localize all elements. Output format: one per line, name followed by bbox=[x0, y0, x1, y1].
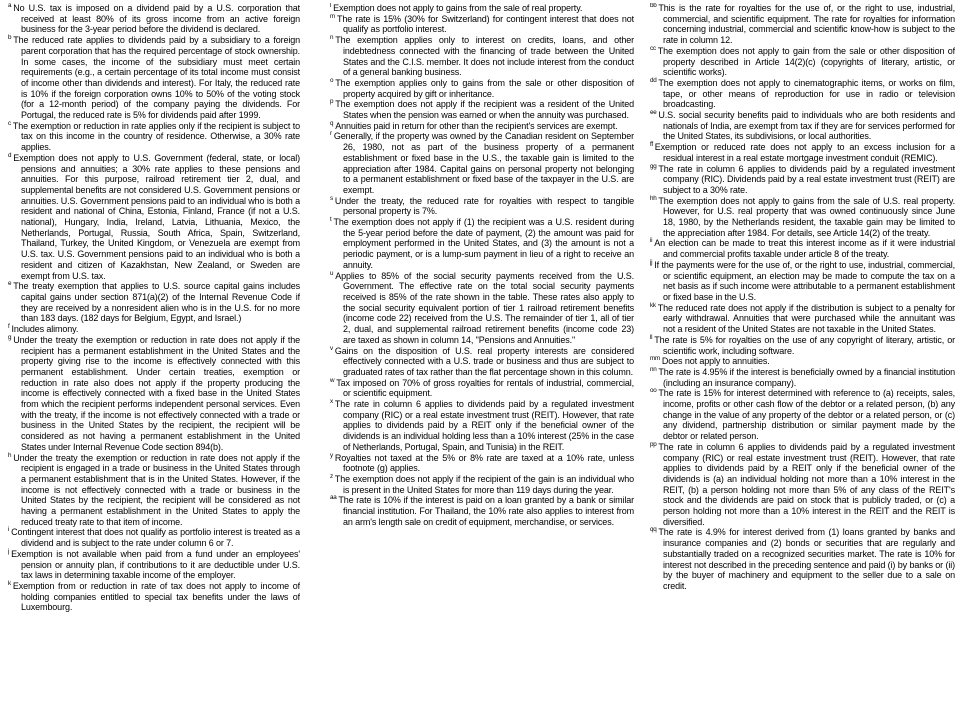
footnote-item bbox=[330, 399, 634, 453]
footnote-marker: l bbox=[330, 3, 332, 9]
footnote-item bbox=[8, 3, 300, 35]
footnote-marker: x bbox=[330, 398, 333, 406]
footnote-item bbox=[650, 3, 955, 46]
footnote-marker: ll bbox=[650, 333, 653, 341]
footnote-marker: i bbox=[8, 526, 10, 534]
footnote-item bbox=[650, 367, 955, 388]
footnote-marker: mm bbox=[650, 355, 660, 363]
footnote-marker: n bbox=[330, 34, 334, 42]
footnote-text: Exemption or reduced rate does not apply to an excess inclusion for a residual interest in a real estate mortgage investment conduit (REMIC). bbox=[654, 142, 955, 163]
footnote-item bbox=[650, 442, 955, 528]
footnote-text: The treaty exemption that applies to U.S. source capital gains includes capital gains under section 871(a)(2) of the Internal Revenue Code if they are received by a nonresident alien who is in the U.S. for no more than 183 days. (182 days for Belgium, Egypt, and Israel.) bbox=[13, 281, 300, 324]
footnote-marker: t bbox=[330, 216, 332, 224]
footnote-item bbox=[650, 78, 955, 110]
footnote-text: Royalties not taxed at the 5% or 8% rate are taxed at a 10% rate, unless footnote (g) applies. bbox=[334, 452, 634, 474]
footnote-text: No U.S. tax is imposed on a dividend paid by a U.S. corporation that received at least 80% of its gross income from an active foreign business for the 3-year period before the dividend is declared. bbox=[13, 3, 300, 35]
footnote-item bbox=[330, 35, 634, 78]
footnote-marker: u bbox=[330, 269, 334, 277]
footnote-text: The exemption does not apply to cinematographic items, or works on film, tape, or other means of reproduction for use in radio or television broadcasting. bbox=[658, 77, 955, 110]
footnote-marker: v bbox=[330, 344, 333, 352]
footnote-marker: c bbox=[8, 119, 11, 127]
footnote-marker: pp bbox=[650, 440, 657, 448]
footnote-marker: b bbox=[8, 34, 12, 42]
footnote-text: U.S. social security benefits paid to individuals who are both residents and nationals of India, are exempt from tax if they are for services performed for the United States, its subdivisions, or local authorities. bbox=[658, 110, 955, 142]
footnote-text: The rate is 5% for royalties on the use of any copyright of literary, artistic, or scientific work, including software. bbox=[654, 334, 955, 356]
footnote-marker: o bbox=[330, 76, 334, 84]
footnote-text: The rate in column 6 applies to dividends paid by a regulated investment company (RIC). Dividends paid by a real estate investment trust (REIT) are subject to a 30% rate. bbox=[658, 163, 955, 195]
footnote-item bbox=[8, 527, 300, 548]
footnote-text: The exemption or reduction in rate applies only if the recipient is subject to tax on this income in the country of residence. Otherwise, a 30% rate applies. bbox=[12, 120, 300, 153]
footnote-item bbox=[330, 78, 634, 99]
footnote-item bbox=[650, 260, 955, 303]
footnote-item bbox=[8, 35, 300, 121]
footnote-text: Applies to 85% of the social security payments received from the U.S. Government. The effective rate on the total social security payments received is 85% of the rate shown in the table. These rates also apply to the social security equivalent portion of tier 1 railroad retirement benefits (income code 22) received from the U.S. The remainder of tier 1, all of tier 2, dual, and supplemental railroad retirement benefits (income code 23) are taxed as shown in column 14, "Pensions and Annuities." bbox=[335, 270, 634, 345]
footnote-text: The rate is 4.9% for interest derived from (1) loans granted by banks and insurance companies and (2) bonds or securities that are regularly and substantially traded on a recognized securities market. The rate is 10% for interest not described in the preceding sentence and paid (i) by banks or (ii) by the buyer of machinery and equipment to the seller due to a sale on credit. bbox=[658, 527, 955, 591]
footnote-text: An election can be made to treat this interest income as if it were industrial and commercial profits taxable under article 8 of the treaty. bbox=[654, 238, 955, 260]
footnote-text: Does not apply to annuities. bbox=[661, 356, 770, 367]
footnote-text: The rate is 10% if the interest is paid on a loan granted by a bank or similar financial institution. For Thailand, the 10% rate also applies to interest from an arm's length sale on credit of equipment, merchandise, or services. bbox=[338, 495, 634, 527]
footnote-item bbox=[330, 217, 634, 271]
footnote-text: The rate in column 6 applies to dividends paid by a regulated investment company (RIC) or real estate investment trust (REIT). However, that rate applies to dividends paid by a REIT only if the beneficial owner of the dividends is (a) an individual holding not more than a 10% interest in the REIT, (b) a person holding not more than 5% of any class of the REIT's stock and the dividends are paid on stock that is publicly traded, or (c) a person holding not more than a 10% interest in the REIT and the REIT is diversified. bbox=[658, 441, 955, 527]
footnote-item bbox=[650, 46, 955, 78]
footnote-marker: s bbox=[330, 194, 333, 202]
footnote-item bbox=[330, 99, 634, 120]
footnote-marker: j bbox=[8, 547, 10, 555]
footnote-item bbox=[8, 335, 300, 453]
footnote-column-1 bbox=[8, 3, 300, 719]
footnote-text: Under the treaty, the reduced rate for royalties with respect to tangible personal property is 7%. bbox=[334, 195, 634, 217]
footnote-text: Under the treaty the exemption or reduction in rate does not apply if the recipient has a permanent establishment in the United States and the property giving rise to the income is effectively connected with this permanent establishment. Under certain treaties, exemption or reduction in rate also does not apply if the property producing the income is effectively connected with a fixed base in the United States from which the recipient performs independent personal services. Even with the treaty, if the income is not effectively connected with a trade or business in the United States by the recipient, the recipient will be considered as not having a permanent establishment in the United States under Internal Revenue Code section 894(b). bbox=[13, 334, 300, 452]
footnote-text: The exemption applies only to interest on credits, loans, and other indebtedness connected with the financing of trade between the United States and the C.I.S. member. It does not include interest from the conduct of a general banking business. bbox=[335, 35, 634, 78]
footnote-marker: nn bbox=[650, 365, 657, 373]
footnote-marker: w bbox=[330, 376, 335, 384]
footnote-marker: qq bbox=[650, 526, 657, 534]
footnote-item bbox=[330, 495, 634, 527]
footnote-text: Exemption is not available when paid from a fund under an employees' pension or annuity plan, if contributions to it are deductible under U.S. tax laws in determining taxable income of the employer. bbox=[11, 548, 300, 581]
footnote-item bbox=[8, 581, 300, 613]
footnote-text: Exemption from or reduction in rate of tax does not apply to income of holding companies entitled to special tax benefits under the laws of Luxembourg. bbox=[12, 580, 300, 613]
footnote-marker: k bbox=[8, 579, 11, 587]
footnote-text: The rate in column 6 applies to dividends paid by a regulated investment company (RIC) or a real estate investment trust (REIT). However, that rate applies to dividends paid by a REIT only if the beneficial owner of the dividends is an individual holding less than a 10% interest (25% in the case of Netherlands, Portugal, Spain, and Tunisia) in the REIT. bbox=[334, 399, 634, 452]
footnote-text: Annuities paid in return for other than the recipient's services are exempt. bbox=[335, 120, 618, 131]
footnote-item bbox=[650, 238, 955, 259]
footnote-text: The exemption does not apply if the recipient was a resident of the United States when the pension was earned or when the annuity was purchased. bbox=[335, 99, 634, 121]
footnote-item bbox=[650, 527, 955, 591]
footnote-marker: bb bbox=[650, 3, 657, 9]
footnote-text: The exemption does not apply if (1) the recipient was a U.S. resident during the 5-year period before the date of payment, (2) the amount was paid for employment performed in the United States, and (3) the amount is not a periodic payment, or is a lump-sum payment in lieu of a right to receive an annuity. bbox=[333, 217, 634, 270]
footnote-marker: f bbox=[8, 323, 10, 331]
footnote-text: Tax imposed on 70% of gross royalties for rentals of industrial, commercial, or scientific equipment. bbox=[336, 377, 634, 399]
footnote-text: The exemption does not apply to gains from the sale of U.S. real property. However, for U.S. real property that was owned continuously since June 18, 1980, by the Netherlands resident, the taxable gain may be limited to the appreciation after 1984. For details, see Article 14(2) of the treaty. bbox=[658, 195, 955, 238]
footnote-item bbox=[650, 388, 955, 442]
footnote-marker: h bbox=[8, 451, 12, 459]
footnote-marker: ee bbox=[650, 109, 657, 117]
footnote-marker: hh bbox=[650, 194, 657, 202]
footnote-marker: dd bbox=[650, 76, 657, 84]
footnote-text: The exemption does not apply to gain from the sale or other disposition of property described in Article 14(2)(c) (copyrights of literary, artistic, or scientific works). bbox=[657, 45, 955, 78]
footnote-text: Under the treaty the exemption or reduction in rate does not apply if the recipient is engaged in a trade or business in the United States through a permanent establishment that is in the United States. However, if the income is not effectively connected with a trade or business in the United States by the recipient, the recipient will be considered as not having a permanent establishment in the United States to apply the reduced treaty rate to that item of income. bbox=[13, 452, 300, 527]
footnote-marker: kk bbox=[650, 301, 656, 309]
footnote-marker: d bbox=[8, 151, 12, 159]
footnote-marker: m bbox=[330, 12, 335, 20]
footnote-item bbox=[330, 131, 634, 195]
footnote-item bbox=[650, 110, 955, 142]
footnote-text: Includes alimony. bbox=[11, 324, 79, 335]
footnote-item bbox=[650, 303, 955, 335]
footnote-marker: g bbox=[8, 333, 12, 341]
footnote-item bbox=[330, 196, 634, 217]
footnote-text: This is the rate for royalties for the use of, or the right to use, industrial, commercial, and scientific equipment. The rate for royalties for information concerning industrial, commercial and scientific know-how is subject to the rate in column 12. bbox=[658, 3, 955, 46]
footnote-item bbox=[330, 378, 634, 399]
footnote-marker: q bbox=[330, 119, 334, 127]
footnote-item bbox=[8, 121, 300, 153]
footnote-text: Gains on the disposition of U.S. real property interests are considered effectively connected with a U.S. trade or business and thus are subject to graduated rates of tax rather than the flat percentage shown in this column. bbox=[334, 345, 634, 377]
footnote-item bbox=[330, 3, 634, 14]
footnote-item bbox=[330, 346, 634, 378]
footnote-item bbox=[330, 453, 634, 474]
footnote-marker: aa bbox=[330, 494, 337, 502]
footnote-item bbox=[8, 153, 300, 281]
footnote-text: Exemption does not apply to U.S. Government (federal, state, or local) pensions and annuities; a 30% rate applies to these pensions and annuities. For this purpose, railroad retirement tier 2, dual, and supplemental benefits are not considered U.S. Government pensions or annuities. U.S. Government pensions paid to an individual who is both a resident and national of China, Estonia, Finland, France (if not a U.S. national), Hungary, India, Ireland, Latvia, Lithuania, Mexico, the Netherlands, Portugal, Russia, South Africa, Spain, Switzerland, Thailand, Turkey, the United Kingdom, or Venezuela are exempt from U.S. tax. U.S. Government pensions paid to an individual who is both a resident and citizen of Kazakhstan, New Zealand, or Sweden are exempt from U.S. tax. bbox=[13, 152, 300, 281]
footnote-item bbox=[650, 196, 955, 239]
footnote-marker: gg bbox=[650, 162, 657, 170]
footnote-text: The exemption applies only to gains from the sale or other disposition of property acquired by gift or inheritance. bbox=[335, 77, 634, 99]
footnote-marker: ff bbox=[650, 141, 653, 149]
footnote-item bbox=[330, 271, 634, 346]
footnote-item bbox=[650, 335, 955, 356]
footnote-text: The exemption does not apply if the recipient of the gain is an individual who is present in the United States for more than 119 days during the year. bbox=[334, 473, 634, 495]
footnote-item bbox=[330, 474, 634, 495]
footnote-column-3 bbox=[650, 3, 955, 719]
footnote-marker: y bbox=[330, 451, 333, 459]
footnote-text: The rate is 4.95% if the interest is beneficially owned by a financial institution (including an insurance company). bbox=[658, 366, 955, 388]
footnote-text: Exemption does not apply to gains from the sale of real property. bbox=[333, 3, 583, 13]
footnote-marker: oo bbox=[650, 387, 657, 395]
footnote-marker: a bbox=[8, 3, 12, 9]
footnote-marker: z bbox=[330, 472, 333, 480]
footnote-marker: cc bbox=[650, 44, 656, 52]
footnote-item bbox=[650, 164, 955, 196]
footnote-item bbox=[8, 453, 300, 528]
footnote-item bbox=[330, 121, 634, 132]
footnote-item bbox=[650, 356, 955, 367]
footnote-item bbox=[8, 281, 300, 324]
footnote-column-2 bbox=[330, 3, 634, 719]
footnote-item bbox=[650, 142, 955, 163]
footnote-text: The reduced rate does not apply if the distribution is subject to a penalty for early withdrawal. Annuities that were purchased while the annuitant was not a resident of the United States are not taxable in the United States. bbox=[657, 302, 955, 335]
footnote-item bbox=[8, 324, 300, 335]
footnote-text: Contingent interest that does not qualify as portfolio interest is treated as a dividend and is subject to the rate under column 6 or 7. bbox=[11, 527, 300, 549]
footnote-text: The rate is 15% (30% for Switzerland) for contingent interest that does not qualify as portfolio interest. bbox=[336, 13, 634, 35]
footnote-item bbox=[8, 549, 300, 581]
footnote-text: If the payments were for the use of, or the right to use, industrial, commercial, or scientific equipment, an election may be made to compute the tax on a net basis as if such income were attributable to a permanent establishment or fixed base in the U.S. bbox=[654, 259, 955, 302]
footnote-text: Generally, if the property was owned by the Canadian resident on September 26, 1980, not as part of the business property of a permanent establishment or fixed base in the U.S., the taxable gain is limited to the appreciation after 1984. Capital gains on personal property not belonging to a permanent establishment or fixed base of the taxpayer in the U.S. are exempt. bbox=[333, 131, 634, 195]
footnote-marker: p bbox=[330, 98, 334, 106]
footnote-marker: jj bbox=[650, 258, 653, 266]
footnote-marker: e bbox=[8, 280, 12, 288]
footnote-item bbox=[330, 14, 634, 35]
footnote-text: The reduced rate applies to dividends paid by a subsidiary to a foreign parent corporation that has the required percentage of stock ownership. In some cases, the income of the subsidiary must meet certain requirements (e.g., a certain percentage of its total income must consist of income other than dividends and interest). For Italy, the reduced rate is 10% if the foreign corporation owns 10% to 50% of the voting stock (for a 12-month period) of the company paying the dividends. For Portugal, the reduced rate is 5% for dividends paid after 1999. bbox=[13, 35, 300, 121]
footnote-marker: r bbox=[330, 130, 332, 138]
footnote-text: The rate is 15% for interest determined with reference to (a) receipts, sales, income, profits or other cash flow of the debtor or a related person, (b) any change in the value of any property of the debtor or a related person, or (c) any dividend, partnership distribution or similar payment made by the debtor or related person. bbox=[658, 388, 955, 442]
footnote-marker: ii bbox=[650, 237, 653, 245]
